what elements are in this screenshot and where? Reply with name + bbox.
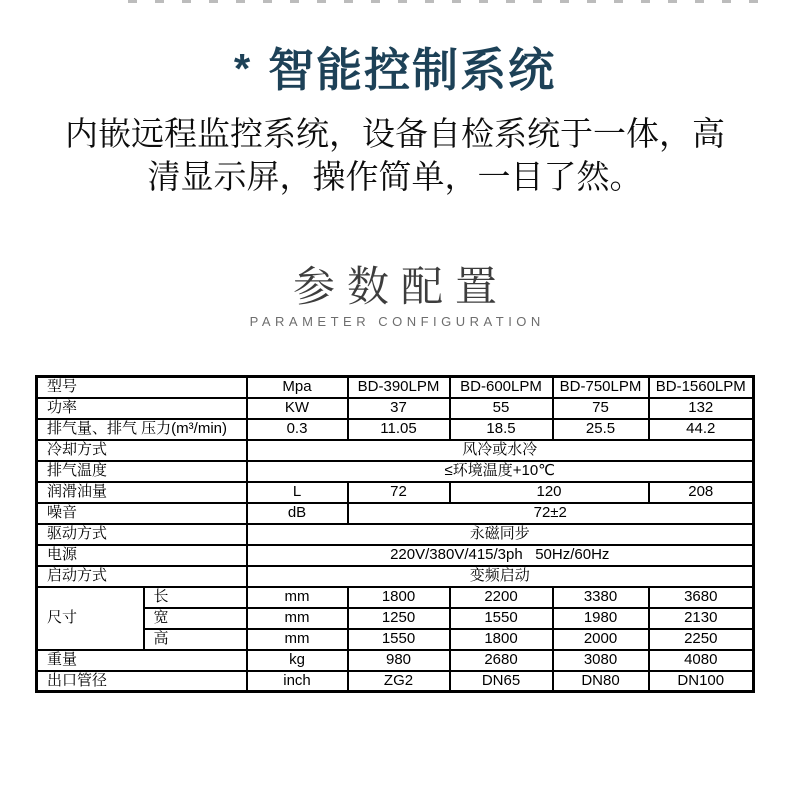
value-cell: 132 [649,398,754,419]
row-label-cell: 排气量、排气 压力(m³/min) [37,419,247,440]
row-label-cell: 高 [144,629,247,650]
value-cell: BD-1560LPM [649,377,754,398]
table-row [37,671,754,692]
row-label-cell: 冷却方式 [37,440,247,461]
row-label-cell: 润滑油量 [37,482,247,503]
spec-table-body [37,377,754,692]
row-label-cell: 型号 [37,377,247,398]
row-label-cell: 尺寸 [37,587,144,650]
value-cell: L [247,482,348,503]
table-row [37,419,754,440]
value-cell: 44.2 [649,419,754,440]
value-cell: mm [247,587,348,608]
row-label-cell: 功率 [37,398,247,419]
row-label-cell: 电源 [37,545,247,566]
table-row [37,608,754,629]
value-cell: 风冷或水冷 [247,440,754,461]
value-cell: kg [247,650,348,671]
page-title [0,34,790,100]
value-cell: 2000 [553,629,649,650]
row-label-cell: 宽 [144,608,247,629]
value-cell: 4080 [649,650,754,671]
value-cell: DN100 [649,671,754,692]
row-label-cell: 驱动方式 [37,524,247,545]
value-cell: 1800 [348,587,450,608]
value-cell: 2250 [649,629,754,650]
value-cell: 永磁同步 [247,524,754,545]
value-cell: 120 [450,482,649,503]
value-cell: DN80 [553,671,649,692]
table-row [37,566,754,587]
value-cell: 18.5 [450,419,553,440]
row-label-cell: 噪音 [37,503,247,524]
table-row [37,545,754,566]
table-row [37,440,754,461]
page-title-text: 智能控制系统 [268,44,557,96]
table-row [37,629,754,650]
value-cell: 3080 [553,650,649,671]
value-cell: 72 [348,482,450,503]
value-cell: Mpa [247,377,348,398]
value-cell: 75 [553,398,649,419]
value-cell: 2130 [649,608,754,629]
intro-text-line-2: 清显示屏，操作简单，一目了然。 [147,158,643,195]
table-row [37,503,754,524]
table-row [37,377,754,398]
row-label-cell: 出口管径 [37,671,247,692]
value-cell: 变频启动 [247,566,754,587]
value-cell: 3380 [553,587,649,608]
value-cell: ≤环境温度+10℃ [247,461,754,482]
value-cell: 220V/380V/415/3ph 50Hz/60Hz [247,545,754,566]
table-row [37,482,754,503]
value-cell: 980 [348,650,450,671]
row-label-cell: 排气温度 [37,461,247,482]
value-cell: 1980 [553,608,649,629]
value-cell: 1550 [348,629,450,650]
value-cell: 72±2 [348,503,754,524]
intro-text [0,112,790,198]
table-row [37,398,754,419]
value-cell: 2200 [450,587,553,608]
asterisk-icon: * [233,44,253,92]
value-cell: BD-750LPM [553,377,649,398]
table-row [37,587,754,608]
value-cell: ZG2 [348,671,450,692]
value-cell: 1250 [348,608,450,629]
value-cell: 208 [649,482,754,503]
value-cell: 0.3 [247,419,348,440]
cropped-text-fragments [128,0,764,3]
table-row [37,650,754,671]
value-cell: 1550 [450,608,553,629]
value-cell: mm [247,629,348,650]
value-cell: BD-600LPM [450,377,553,398]
section-title: 参数配置 [292,263,509,310]
spec-table [35,375,755,693]
intro-text-line-1: 内嵌远程监控系统，设备自检系统于一体，高 [65,115,725,152]
row-label-cell: 启动方式 [37,566,247,587]
value-cell: 55 [450,398,553,419]
value-cell: mm [247,608,348,629]
value-cell: 25.5 [553,419,649,440]
table-row [37,461,754,482]
value-cell: DN65 [450,671,553,692]
section-subtitle-en: PARAMETER CONFIGURATION [249,314,545,329]
value-cell: 11.05 [348,419,450,440]
value-cell: 37 [348,398,450,419]
value-cell: KW [247,398,348,419]
value-cell: BD-390LPM [348,377,450,398]
value-cell: dB [247,503,348,524]
value-cell: 1800 [450,629,553,650]
value-cell: 3680 [649,587,754,608]
value-cell: 2680 [450,650,553,671]
table-row [37,524,754,545]
value-cell: 长 [144,587,247,608]
row-label-cell: 重量 [37,650,247,671]
value-cell: inch [247,671,348,692]
